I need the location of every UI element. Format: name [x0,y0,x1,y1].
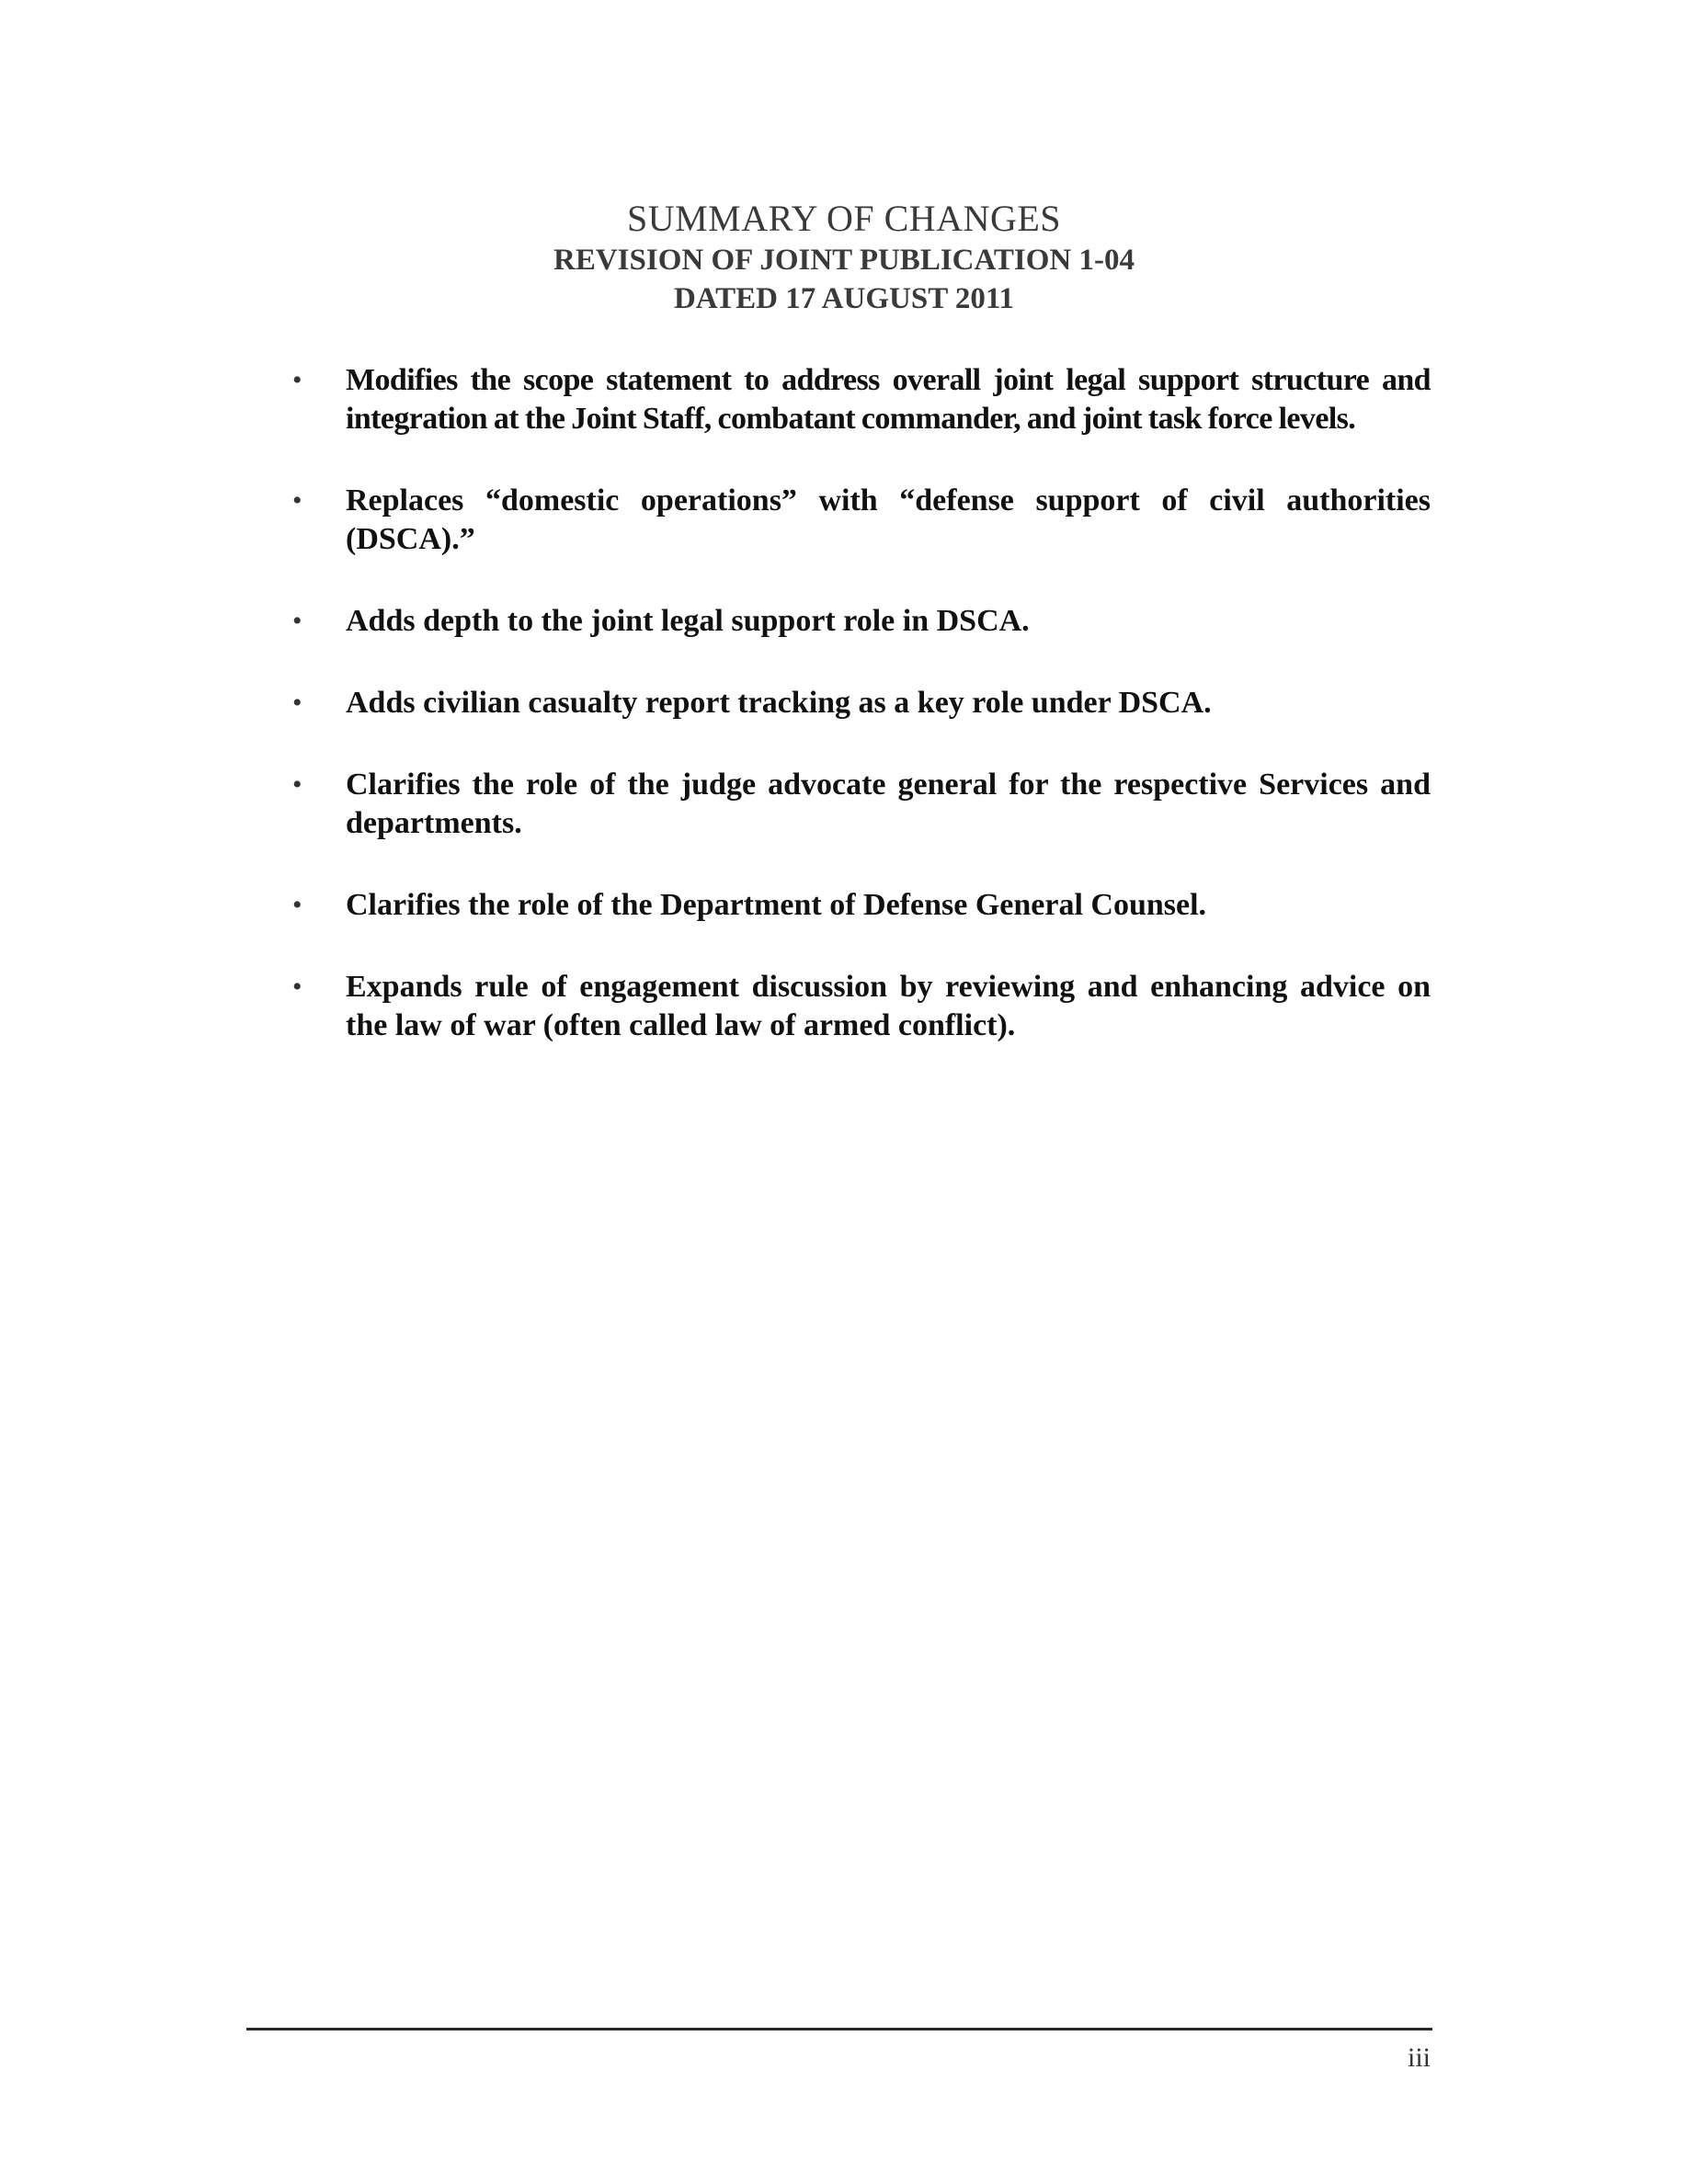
list-item-text: Clarifies the role of the judge advocate general for the respective Services and departments. [346,768,1431,840]
list-item-text: Clarifies the role of the Department of Defense General Counsel. [346,888,1207,922]
list-item [292,766,1431,843]
page-title: SUMMARY OF CHANGES [626,198,1062,239]
bullet-icon: • [292,365,302,395]
bullet-icon: • [292,688,302,718]
list-item [292,361,1431,438]
list-item [292,886,1431,925]
page-header [0,197,1688,318]
changes-list [292,361,1431,1088]
publication-revision: REVISION OF JOINT PUBLICATION 1-04 [553,244,1135,277]
list-item [292,602,1431,641]
bullet-icon: • [292,890,302,920]
page-number: iii [1407,2042,1431,2073]
publication-date: DATED 17 AUGUST 2011 [673,282,1015,315]
list-item-text: Modifies the scope statement to address overall joint legal support structure and integration at the Joint Staff, combatant commander, and joint task force levels. [346,363,1431,436]
bullet-icon: • [292,606,302,636]
list-item-text: Adds depth to the joint legal support role in DSCA. [346,604,1030,638]
bullet-icon: • [292,972,302,1002]
list-item-text: Replaces “domestic operations” with “defense support of civil authorities (DSCA).” [346,483,1431,556]
list-item [292,482,1431,559]
list-item [292,684,1431,722]
bullet-icon: • [292,485,302,516]
footer-divider [246,2028,1432,2030]
list-item-text: Expands rule of engagement discussion by reviewing and enhancing advice on the law of war (often called law of armed conflict). [346,970,1431,1042]
list-item-text: Adds civilian casualty report tracking as a key role under DSCA. [346,686,1212,720]
list-item [292,968,1431,1045]
bullet-icon: • [292,769,302,800]
